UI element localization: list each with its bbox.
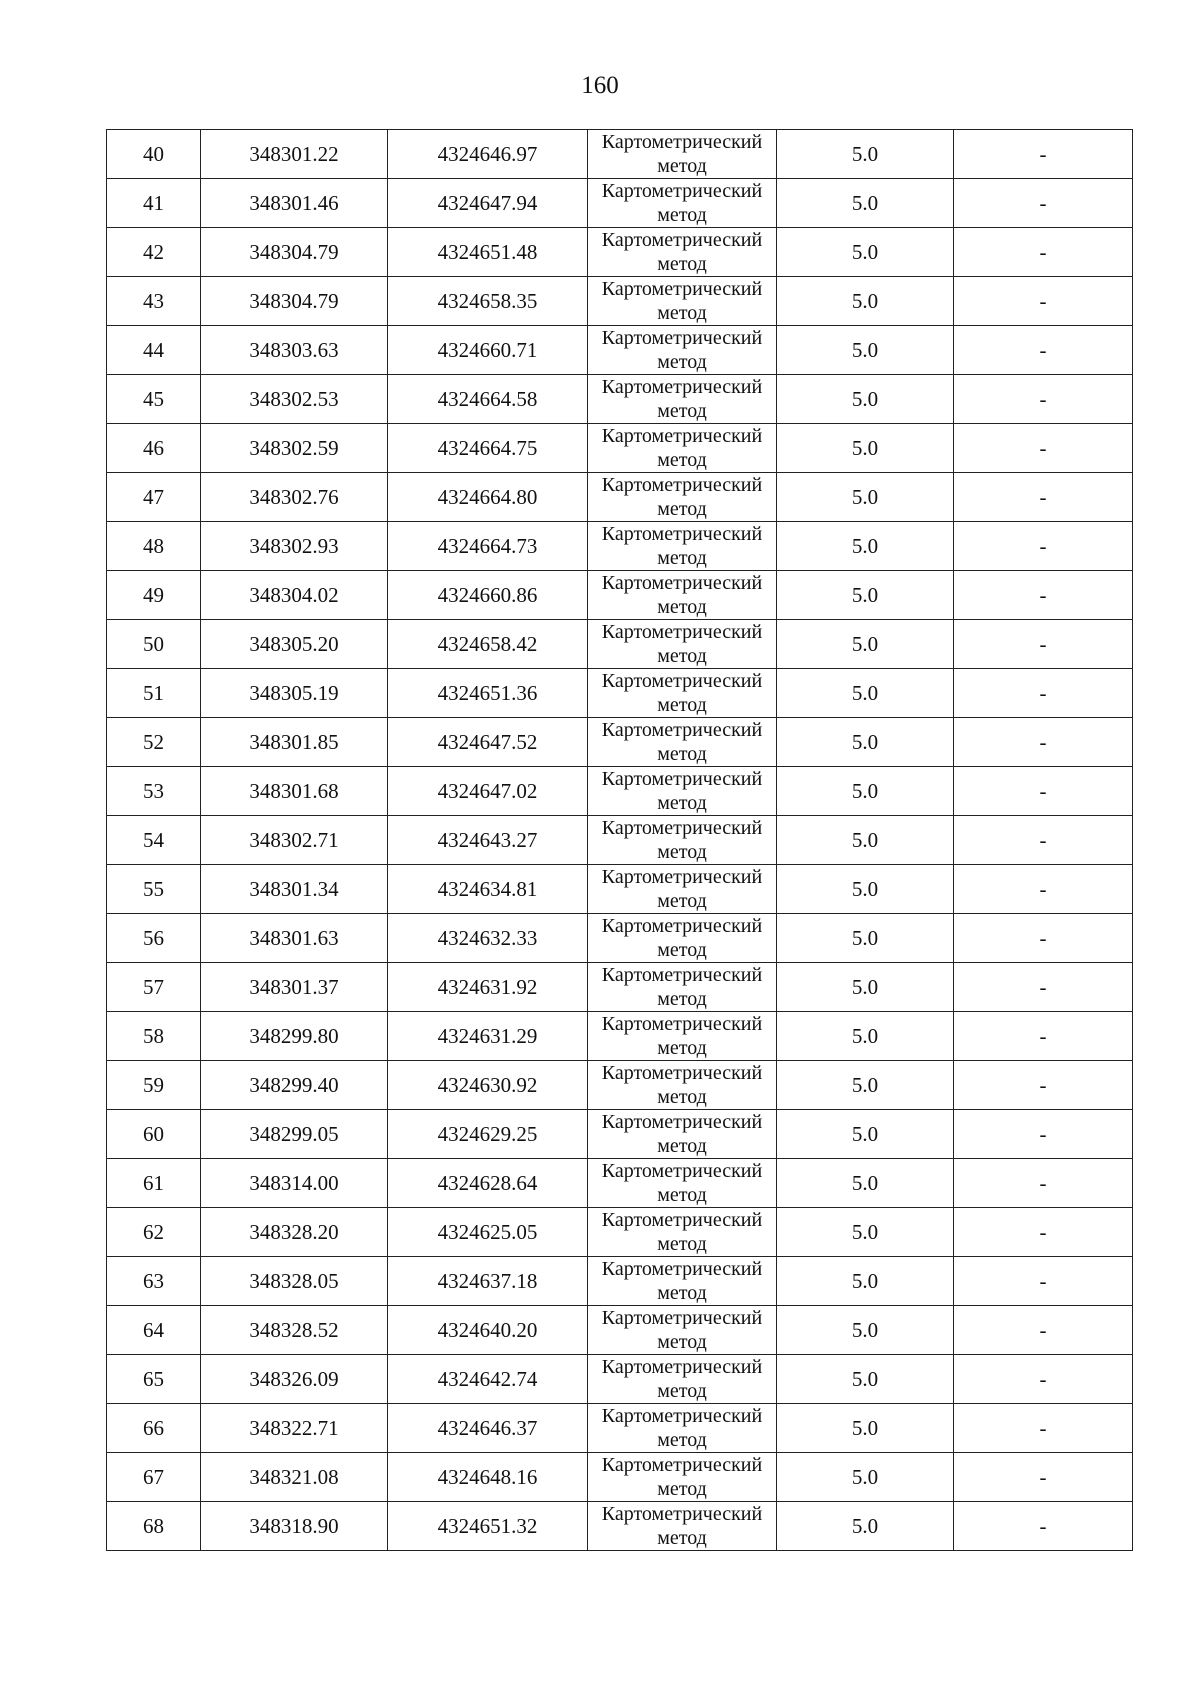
- point-number-cell: 40: [107, 130, 201, 179]
- accuracy-cell: 5.0: [777, 620, 954, 669]
- method-text: Картометрический: [601, 1405, 763, 1427]
- method-text: Картометрический: [601, 621, 763, 643]
- note-cell: -: [954, 375, 1133, 424]
- y-coordinate-cell: 4324640.20: [388, 1306, 588, 1355]
- x-coordinate-cell: 348304.02: [201, 571, 388, 620]
- method-cell: [588, 228, 777, 277]
- method-cell: [588, 571, 777, 620]
- accuracy-cell: 5.0: [777, 1257, 954, 1306]
- method-text: метод: [657, 596, 707, 618]
- x-coordinate-cell: 348321.08: [201, 1453, 388, 1502]
- method-text: Картометрический: [601, 817, 763, 839]
- table-row: [107, 179, 1133, 228]
- method-text: Картометрический: [601, 327, 763, 349]
- method-cell: [588, 1306, 777, 1355]
- accuracy-cell: 5.0: [777, 1061, 954, 1110]
- method-cell: [588, 963, 777, 1012]
- y-coordinate-cell: 4324637.18: [388, 1257, 588, 1306]
- method-cell: [588, 1012, 777, 1061]
- method-text: метод: [657, 253, 707, 275]
- x-coordinate-cell: 348314.00: [201, 1159, 388, 1208]
- method-text: Картометрический: [601, 1454, 763, 1476]
- method-text: Картометрический: [601, 719, 763, 741]
- method-cell: [588, 914, 777, 963]
- method-text: Картометрический: [601, 425, 763, 447]
- y-coordinate-cell: 4324651.36: [388, 669, 588, 718]
- method-cell: [588, 179, 777, 228]
- x-coordinate-cell: 348301.37: [201, 963, 388, 1012]
- table-row: [107, 620, 1133, 669]
- y-coordinate-cell: 4324632.33: [388, 914, 588, 963]
- x-coordinate-cell: 348302.59: [201, 424, 388, 473]
- table-row: [107, 767, 1133, 816]
- y-coordinate-cell: 4324629.25: [388, 1110, 588, 1159]
- x-coordinate-cell: 348301.63: [201, 914, 388, 963]
- method-cell: [588, 130, 777, 179]
- x-coordinate-cell: 348326.09: [201, 1355, 388, 1404]
- y-coordinate-cell: 4324664.75: [388, 424, 588, 473]
- method-text: Картометрический: [601, 131, 763, 153]
- table-row: [107, 1061, 1133, 1110]
- table-row: [107, 130, 1133, 179]
- method-text: метод: [657, 1331, 707, 1353]
- x-coordinate-cell: 348301.68: [201, 767, 388, 816]
- accuracy-cell: 5.0: [777, 1404, 954, 1453]
- method-cell: [588, 1208, 777, 1257]
- point-number-cell: 49: [107, 571, 201, 620]
- accuracy-cell: 5.0: [777, 1110, 954, 1159]
- note-cell: -: [954, 179, 1133, 228]
- point-number-cell: 62: [107, 1208, 201, 1257]
- point-number-cell: 43: [107, 277, 201, 326]
- coordinates-table: [106, 129, 1133, 1551]
- method-cell: [588, 620, 777, 669]
- note-cell: -: [954, 277, 1133, 326]
- table-row: [107, 277, 1133, 326]
- point-number-cell: 46: [107, 424, 201, 473]
- accuracy-cell: 5.0: [777, 963, 954, 1012]
- accuracy-cell: 5.0: [777, 914, 954, 963]
- method-text: метод: [657, 498, 707, 520]
- accuracy-cell: 5.0: [777, 1502, 954, 1551]
- method-text: метод: [657, 1037, 707, 1059]
- y-coordinate-cell: 4324658.35: [388, 277, 588, 326]
- accuracy-cell: 5.0: [777, 1159, 954, 1208]
- x-coordinate-cell: 348328.20: [201, 1208, 388, 1257]
- method-cell: [588, 767, 777, 816]
- accuracy-cell: 5.0: [777, 571, 954, 620]
- table-row: [107, 1110, 1133, 1159]
- method-cell: [588, 1061, 777, 1110]
- method-cell: [588, 522, 777, 571]
- method-cell: [588, 816, 777, 865]
- y-coordinate-cell: 4324664.58: [388, 375, 588, 424]
- x-coordinate-cell: 348299.80: [201, 1012, 388, 1061]
- method-cell: [588, 424, 777, 473]
- note-cell: -: [954, 1502, 1133, 1551]
- table-row: [107, 1012, 1133, 1061]
- method-text: Картометрический: [601, 523, 763, 545]
- table-row: [107, 963, 1133, 1012]
- method-text: Картометрический: [601, 1503, 763, 1525]
- y-coordinate-cell: 4324643.27: [388, 816, 588, 865]
- note-cell: -: [954, 130, 1133, 179]
- method-text: метод: [657, 302, 707, 324]
- method-text: Картометрический: [601, 278, 763, 300]
- method-text: Картометрический: [601, 866, 763, 888]
- point-number-cell: 55: [107, 865, 201, 914]
- note-cell: -: [954, 1257, 1133, 1306]
- method-text: Картометрический: [601, 964, 763, 986]
- y-coordinate-cell: 4324631.29: [388, 1012, 588, 1061]
- method-text: метод: [657, 645, 707, 667]
- note-cell: -: [954, 228, 1133, 277]
- note-cell: -: [954, 914, 1133, 963]
- y-coordinate-cell: 4324628.64: [388, 1159, 588, 1208]
- point-number-cell: 48: [107, 522, 201, 571]
- accuracy-cell: 5.0: [777, 1012, 954, 1061]
- x-coordinate-cell: 348318.90: [201, 1502, 388, 1551]
- method-text: Картометрический: [601, 1062, 763, 1084]
- accuracy-cell: 5.0: [777, 1208, 954, 1257]
- point-number-cell: 44: [107, 326, 201, 375]
- x-coordinate-cell: 348304.79: [201, 228, 388, 277]
- method-text: метод: [657, 547, 707, 569]
- x-coordinate-cell: 348301.34: [201, 865, 388, 914]
- note-cell: -: [954, 1453, 1133, 1502]
- method-cell: [588, 473, 777, 522]
- method-text: метод: [657, 1184, 707, 1206]
- method-text: Картометрический: [601, 1356, 763, 1378]
- point-number-cell: 56: [107, 914, 201, 963]
- x-coordinate-cell: 348301.22: [201, 130, 388, 179]
- x-coordinate-cell: 348299.40: [201, 1061, 388, 1110]
- accuracy-cell: 5.0: [777, 424, 954, 473]
- method-text: метод: [657, 1233, 707, 1255]
- y-coordinate-cell: 4324646.37: [388, 1404, 588, 1453]
- note-cell: -: [954, 1355, 1133, 1404]
- x-coordinate-cell: 348303.63: [201, 326, 388, 375]
- point-number-cell: 66: [107, 1404, 201, 1453]
- method-cell: [588, 1159, 777, 1208]
- method-cell: [588, 1257, 777, 1306]
- method-text: метод: [657, 400, 707, 422]
- method-text: метод: [657, 1429, 707, 1451]
- method-text: метод: [657, 449, 707, 471]
- note-cell: -: [954, 1404, 1133, 1453]
- point-number-cell: 67: [107, 1453, 201, 1502]
- table-row: [107, 571, 1133, 620]
- note-cell: -: [954, 1061, 1133, 1110]
- accuracy-cell: 5.0: [777, 179, 954, 228]
- method-text: Картометрический: [601, 1258, 763, 1280]
- table-row: [107, 375, 1133, 424]
- table-row: [107, 914, 1133, 963]
- note-cell: -: [954, 522, 1133, 571]
- method-cell: [588, 375, 777, 424]
- method-text: метод: [657, 351, 707, 373]
- x-coordinate-cell: 348302.53: [201, 375, 388, 424]
- method-cell: [588, 1110, 777, 1159]
- table-row: [107, 1159, 1133, 1208]
- accuracy-cell: 5.0: [777, 130, 954, 179]
- point-number-cell: 57: [107, 963, 201, 1012]
- x-coordinate-cell: 348301.46: [201, 179, 388, 228]
- method-text: метод: [657, 841, 707, 863]
- note-cell: -: [954, 767, 1133, 816]
- table-row: [107, 1502, 1133, 1551]
- point-number-cell: 45: [107, 375, 201, 424]
- point-number-cell: 60: [107, 1110, 201, 1159]
- method-text: метод: [657, 1527, 707, 1549]
- accuracy-cell: 5.0: [777, 816, 954, 865]
- table-row: [107, 718, 1133, 767]
- accuracy-cell: 5.0: [777, 1453, 954, 1502]
- y-coordinate-cell: 4324651.48: [388, 228, 588, 277]
- method-text: Картометрический: [601, 229, 763, 251]
- table-row: [107, 1355, 1133, 1404]
- point-number-cell: 53: [107, 767, 201, 816]
- note-cell: -: [954, 1159, 1133, 1208]
- y-coordinate-cell: 4324642.74: [388, 1355, 588, 1404]
- point-number-cell: 63: [107, 1257, 201, 1306]
- x-coordinate-cell: 348304.79: [201, 277, 388, 326]
- method-text: метод: [657, 792, 707, 814]
- method-text: Картометрический: [601, 180, 763, 202]
- method-text: метод: [657, 890, 707, 912]
- method-cell: [588, 1502, 777, 1551]
- method-text: Картометрический: [601, 1209, 763, 1231]
- y-coordinate-cell: 4324646.97: [388, 130, 588, 179]
- table-row: [107, 1453, 1133, 1502]
- accuracy-cell: 5.0: [777, 1306, 954, 1355]
- note-cell: -: [954, 473, 1133, 522]
- point-number-cell: 68: [107, 1502, 201, 1551]
- note-cell: -: [954, 1208, 1133, 1257]
- point-number-cell: 61: [107, 1159, 201, 1208]
- y-coordinate-cell: 4324647.94: [388, 179, 588, 228]
- y-coordinate-cell: 4324630.92: [388, 1061, 588, 1110]
- method-cell: [588, 1404, 777, 1453]
- method-text: Картометрический: [601, 768, 763, 790]
- method-text: метод: [657, 743, 707, 765]
- point-number-cell: 64: [107, 1306, 201, 1355]
- x-coordinate-cell: 348302.76: [201, 473, 388, 522]
- method-text: метод: [657, 1086, 707, 1108]
- table-row: [107, 669, 1133, 718]
- y-coordinate-cell: 4324651.32: [388, 1502, 588, 1551]
- page-number: 160: [581, 72, 619, 99]
- accuracy-cell: 5.0: [777, 473, 954, 522]
- table-body: [107, 130, 1133, 1551]
- table-row: [107, 865, 1133, 914]
- point-number-cell: 41: [107, 179, 201, 228]
- method-text: метод: [657, 939, 707, 961]
- accuracy-cell: 5.0: [777, 865, 954, 914]
- y-coordinate-cell: 4324634.81: [388, 865, 588, 914]
- table-row: [107, 1208, 1133, 1257]
- y-coordinate-cell: 4324660.86: [388, 571, 588, 620]
- note-cell: -: [954, 718, 1133, 767]
- table-row: [107, 326, 1133, 375]
- method-cell: [588, 865, 777, 914]
- method-text: Картометрический: [601, 1013, 763, 1035]
- note-cell: -: [954, 571, 1133, 620]
- accuracy-cell: 5.0: [777, 718, 954, 767]
- accuracy-cell: 5.0: [777, 326, 954, 375]
- method-text: метод: [657, 694, 707, 716]
- note-cell: -: [954, 326, 1133, 375]
- method-text: Картометрический: [601, 474, 763, 496]
- x-coordinate-cell: 348299.05: [201, 1110, 388, 1159]
- y-coordinate-cell: 4324631.92: [388, 963, 588, 1012]
- method-cell: [588, 1453, 777, 1502]
- note-cell: -: [954, 1012, 1133, 1061]
- point-number-cell: 42: [107, 228, 201, 277]
- note-cell: -: [954, 865, 1133, 914]
- y-coordinate-cell: 4324664.80: [388, 473, 588, 522]
- method-text: метод: [657, 1135, 707, 1157]
- note-cell: -: [954, 424, 1133, 473]
- accuracy-cell: 5.0: [777, 669, 954, 718]
- y-coordinate-cell: 4324658.42: [388, 620, 588, 669]
- method-text: Картометрический: [601, 1307, 763, 1329]
- method-text: Картометрический: [601, 670, 763, 692]
- method-text: Картометрический: [601, 1111, 763, 1133]
- method-text: Картометрический: [601, 1160, 763, 1182]
- method-text: метод: [657, 155, 707, 177]
- y-coordinate-cell: 4324660.71: [388, 326, 588, 375]
- method-text: метод: [657, 1380, 707, 1402]
- table-row: [107, 1404, 1133, 1453]
- y-coordinate-cell: 4324664.73: [388, 522, 588, 571]
- y-coordinate-cell: 4324625.05: [388, 1208, 588, 1257]
- x-coordinate-cell: 348302.71: [201, 816, 388, 865]
- x-coordinate-cell: 348302.93: [201, 522, 388, 571]
- table-row: [107, 424, 1133, 473]
- y-coordinate-cell: 4324647.02: [388, 767, 588, 816]
- x-coordinate-cell: 348305.20: [201, 620, 388, 669]
- method-text: Картометрический: [601, 915, 763, 937]
- y-coordinate-cell: 4324647.52: [388, 718, 588, 767]
- note-cell: -: [954, 669, 1133, 718]
- method-text: метод: [657, 1282, 707, 1304]
- x-coordinate-cell: 348301.85: [201, 718, 388, 767]
- point-number-cell: 58: [107, 1012, 201, 1061]
- table-row: [107, 228, 1133, 277]
- point-number-cell: 54: [107, 816, 201, 865]
- method-cell: [588, 1355, 777, 1404]
- method-cell: [588, 326, 777, 375]
- table-row: [107, 816, 1133, 865]
- y-coordinate-cell: 4324648.16: [388, 1453, 588, 1502]
- method-cell: [588, 718, 777, 767]
- note-cell: -: [954, 963, 1133, 1012]
- method-text: Картометрический: [601, 376, 763, 398]
- point-number-cell: 47: [107, 473, 201, 522]
- note-cell: -: [954, 1110, 1133, 1159]
- x-coordinate-cell: 348328.52: [201, 1306, 388, 1355]
- table-row: [107, 1306, 1133, 1355]
- table-row: [107, 473, 1133, 522]
- method-text: Картометрический: [601, 572, 763, 594]
- method-text: метод: [657, 204, 707, 226]
- accuracy-cell: 5.0: [777, 375, 954, 424]
- point-number-cell: 50: [107, 620, 201, 669]
- point-number-cell: 59: [107, 1061, 201, 1110]
- x-coordinate-cell: 348328.05: [201, 1257, 388, 1306]
- accuracy-cell: 5.0: [777, 228, 954, 277]
- table-row: [107, 522, 1133, 571]
- table-row: [107, 1257, 1133, 1306]
- note-cell: -: [954, 816, 1133, 865]
- accuracy-cell: 5.0: [777, 1355, 954, 1404]
- method-cell: [588, 277, 777, 326]
- note-cell: -: [954, 1306, 1133, 1355]
- accuracy-cell: 5.0: [777, 767, 954, 816]
- note-cell: -: [954, 620, 1133, 669]
- method-text: метод: [657, 1478, 707, 1500]
- method-text: метод: [657, 988, 707, 1010]
- point-number-cell: 51: [107, 669, 201, 718]
- method-cell: [588, 669, 777, 718]
- point-number-cell: 65: [107, 1355, 201, 1404]
- point-number-cell: 52: [107, 718, 201, 767]
- accuracy-cell: 5.0: [777, 522, 954, 571]
- x-coordinate-cell: 348322.71: [201, 1404, 388, 1453]
- accuracy-cell: 5.0: [777, 277, 954, 326]
- x-coordinate-cell: 348305.19: [201, 669, 388, 718]
